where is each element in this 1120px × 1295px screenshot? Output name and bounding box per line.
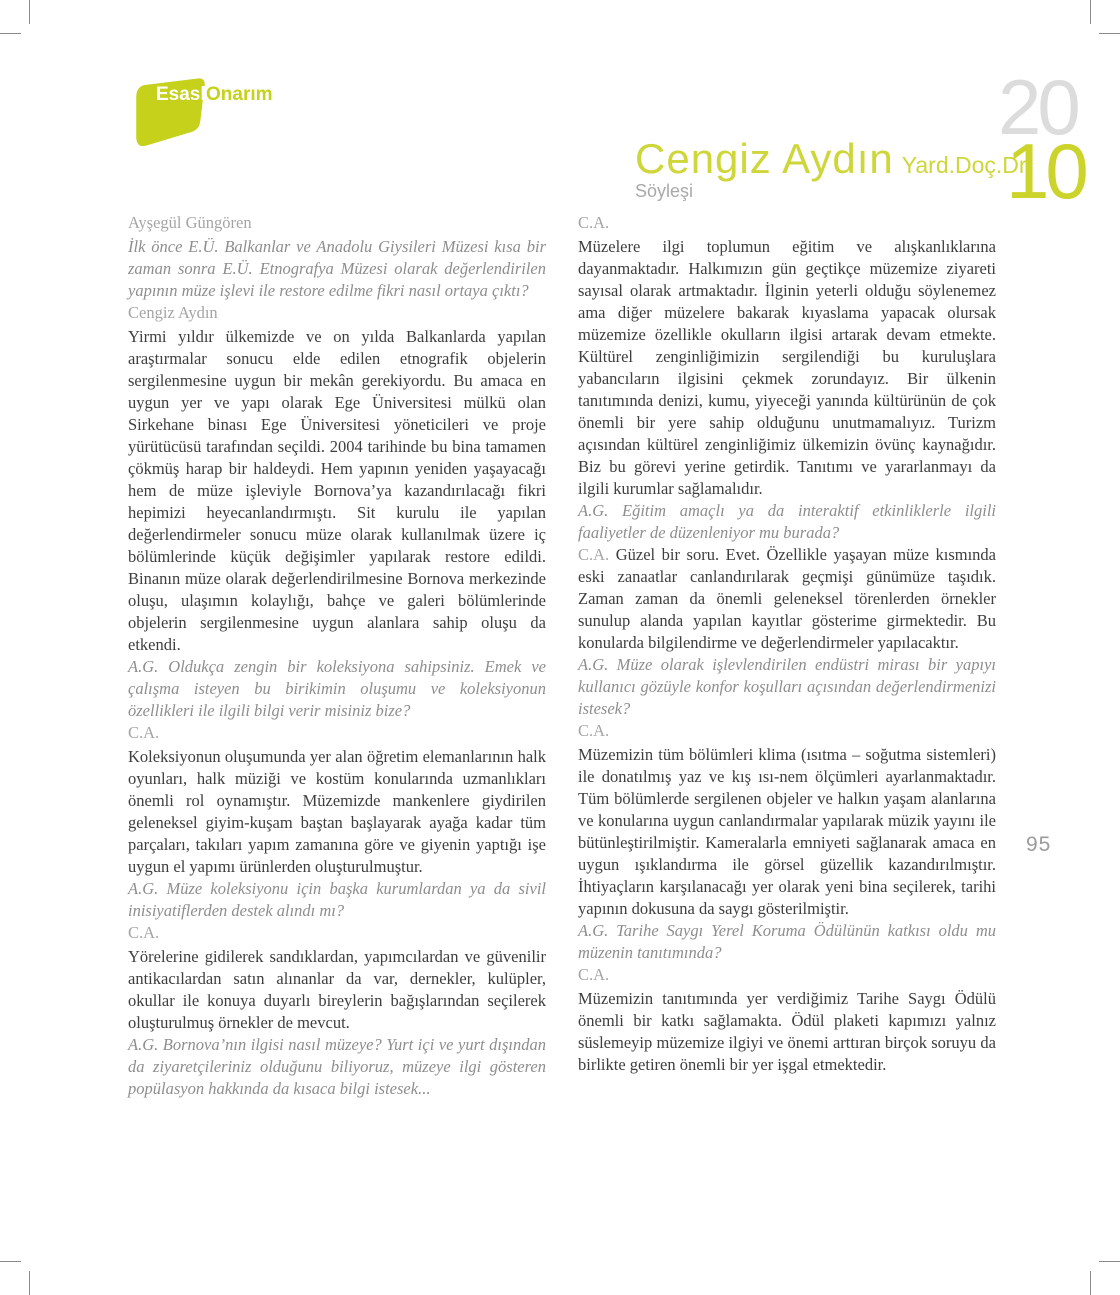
speaker-label: Cengiz Aydın: [128, 303, 218, 322]
speaker-label: C.A.: [128, 723, 160, 742]
crop-mark-top-right-vertical: [1090, 0, 1091, 24]
answer-paragraph-with-inline-label: [578, 544, 996, 654]
logo-text-outer: Onarım: [206, 84, 273, 105]
interviewee-name: Cengiz Aydın: [635, 135, 894, 182]
esasli-onarim-logo: [126, 72, 426, 162]
speaker-label: Ayşegül Güngören: [128, 213, 252, 232]
answer-paragraph: Koleksiyonun oluşumunda yer alan öğretim elemanlarının halk oyunları, halk müziği ve kostüm konularında uzmanlıkları önemli rol oynamıştır. Müzemizde mankenlere giydirilen geleneksel giyim-kuşam baştan başlayarak ayağa kadar tüm parçaları, takıları yapım zamanına göre ve giyenin yaptığı işe uygun el yapımı ürünlerden oluşturulmuştur.: [128, 747, 546, 876]
crop-mark-bottom-right-horizontal: [1099, 1261, 1120, 1262]
crop-mark-top-right-horizontal: [1099, 33, 1120, 34]
speaker-label: C.A.: [578, 965, 610, 984]
speaker-label: C.A.: [578, 721, 610, 740]
logo-text-inner: Esaslı: [156, 84, 211, 105]
page-number: 95: [1026, 833, 1052, 856]
crop-mark-top-left-vertical: [29, 0, 30, 24]
right-text-column: [578, 212, 996, 1076]
answer-paragraph: Müzemizin tüm bölümleri klima (ısıtma – soğutma sistemleri) ile donatılmış yaz ve kış ısı-nem ölçümleri ayarlanmaktadır. Tüm bölümlerde sergilenen objeler ve halkın yaşam alanlarına ve konularına uygun canlandırmalar yapılarak müzik yayını ile bütünleştirilmiştir. Kameralarla emniyeti sağlanarak amaca en uygun ışıklandırma ile görsel güzellik kazandırılmıştır. İhtiyaçların karşılanacağı yer olarak yeni bina seçilerek, tarihi yapının dokusuna da saygı gösterilmiştir.: [578, 745, 996, 918]
answer-paragraph: Müzelere ilgi toplumun eğitim ve alışkanlıklarına dayanmaktadır. Halkımızın gün geçtikçe müzemize ziyareti sayısal olarak artmaktadır. İlginin yeterli olduğu söylenemez ama diğer müzelere bakarak kıyaslama yapacak olursak müzemize özellikle okulların ilgisi artarak devam etmekte. Kültürel zenginliğimizin sergilendiği bu kuruluşlara yabancıların ilgisini çekmek zorundayız. Bir ülkenin tanıtımında denizi, kumu, yiyeceği yanında kültürünün de çok önemli bir yere sahip olduğunu unutmamalıyız. Turizm açısından kültürel zenginliğimiz ülkemizin övünç kaynağıdır. Biz bu görevi yerine getirdik. Tanıtımı ve yararlanmayı da ilgili kurumlar sağlamalıdır.: [578, 237, 996, 498]
year-digits-top: 20: [998, 63, 1077, 151]
answer-paragraph: Yörelerine gidilerek sandıklardan, yapımcılardan ve güvenilir antikacılardan satın alınanlar da var, dernekler, kulüpler, okullar ile konuya duyarlı bireylerin bağışlarından seçilerek oluşturulmuş örnekler de mevcut.: [128, 947, 546, 1032]
answer-paragraph: Yirmi yıldır ülkemizde ve on yılda Balkanlarda yapılan araştırmalar sonucu elde edilen etnografik objelerin sergilenmesine uygun bir mekân gerekiyordu. Bu amaca en uygun yer ve yapı olarak Ege Üniversitesi mülkü olan Sirkehane binası Ege Üniversitesi yöneticileri ve proje yürütücüsü tarafından seçildi. 2004 tarihinde bu bina tamamen çökmüş harap bir haldeydi. Hem yapının yeniden yaşayacağı hem de müze işleviyle Bornova’ya kazandırılacağı fikri hepimizi heyecanlandırmıştı. Sit kurulu ile yapılan değerlendirmeler sonucu müze olarak kullanılmak üzere iç bölümlerinde küçük değişimler yapılarak restore edildi. Binanın müze olarak değerlendirilmesine Bornova merkezinde oluşu, ulaşımın kolaylığı, bahçe ve galeri bölümlerinde objelerin sergilenmesine uygun alanlara sahip oluşu da etkendi.: [128, 327, 546, 654]
question-paragraph: A.G. Tarihe Saygı Yerel Koruma Ödülünün katkısı oldu mu müzenin tanıtımında?: [578, 921, 996, 962]
crop-mark-bottom-left-vertical: [29, 1271, 30, 1295]
question-paragraph: A.G. Müze olarak işlevlendirilen endüstri mirası bir yapıyı kullanıcı gözüyle konfor koşulları açısından değerlendirmenizi istesek?: [578, 655, 996, 718]
speaker-label: C.A.: [128, 923, 160, 942]
crop-mark-top-left-horizontal: [0, 33, 21, 34]
crop-mark-bottom-right-vertical: [1090, 1271, 1091, 1295]
speaker-label: C.A.: [578, 213, 610, 232]
question-paragraph: A.G. Oldukça zengin bir koleksiyona sahipsiniz. Emek ve çalışma isteyen bu birikimin oluşumu ve koleksiyonun özellikleri ile ilgili bilgi verir misiniz bize?: [128, 657, 546, 720]
question-paragraph: A.G. Bornova’nın ilgisi nasıl müzeye? Yurt içi ve yurt dışından da ziyaretçileriniz olduğunu biliyoruz, müzeye ilgi gösteren popülasyon hakkında da kısaca bilgi istesek...: [128, 1035, 546, 1098]
question-paragraph: A.G. Müze koleksiyonu için başka kurumlardan ya da sivil inisiyatiflerden destek alındı mı?: [128, 879, 546, 920]
question-paragraph: A.G. Eğitim amaçlı ya da interaktif etkinliklerle ilgili faaliyetler de düzenleniyor mu burada?: [578, 501, 996, 542]
section-label: Söyleşi: [635, 181, 694, 201]
year-digits-bottom: 10: [1006, 127, 1085, 215]
answer-paragraph: Müzemizin tanıtımında yer verdiğimiz Tarihe Saygı Ödülü önemli bir katkı sağlamakta. Ödül plaketi kapımızı yalnız süslemeyip müzemize ilgiyi ve önemi arttıran birçok soruyu da birlikte getiren önemli bir yer işgal etmektedir.: [578, 989, 996, 1074]
answer-text: Güzel bir soru. Evet. Özellikle yaşayan müze kısmında eski zanaatlar canlandırılarak geçmişi günümüze taşıdık. Zaman zaman da önemli geleneksel törenlerden örnekler sunulup alanda yapılan kayıtlar gösterime girmektedir. Bu konularda bilgilendirme ve değerlendirmeler yapılacaktır.: [578, 545, 996, 652]
crop-mark-bottom-left-horizontal: [0, 1261, 21, 1262]
question-paragraph: İlk önce E.Ü. Balkanlar ve Anadolu Giysileri Müzesi kısa bir zaman sonra E.Ü. Etnografya Müzesi olarak değerlendirilen yapının müze işlevi ile restore edilme fikri nasıl ortaya çıktı?: [128, 237, 546, 300]
interviewee-title: Yard.Doç.Dr.: [901, 152, 1032, 178]
left-text-column: [128, 212, 546, 1100]
speaker-label-inline: C.A.: [578, 545, 610, 564]
